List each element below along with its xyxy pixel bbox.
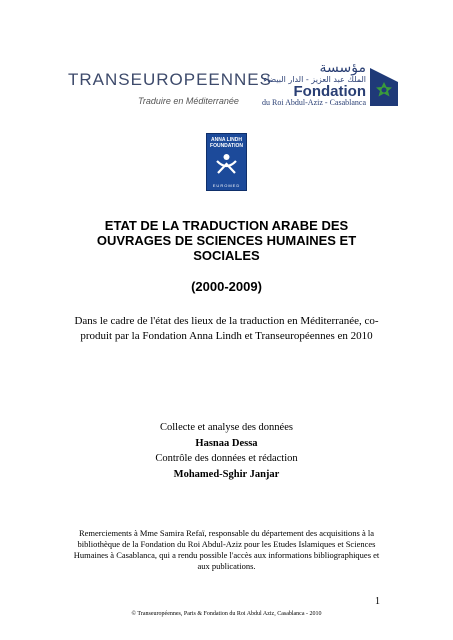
document-years: (2000-2009) — [191, 279, 262, 294]
fondation-subtitle: du Roi Abdul-Aziz - Casablanca — [262, 98, 366, 107]
credit-name-1: Hasnaa Dessa — [195, 437, 258, 449]
credit-role-1: Collecte et analyse des données — [160, 422, 293, 433]
title-line-1: ETAT DE LA TRADUCTION ARABE DES — [104, 218, 349, 233]
fondation-name: Fondation — [293, 83, 366, 100]
page-number: 1 — [375, 596, 380, 607]
credit-name-2: Mohamed-Sghir Janjar — [173, 468, 280, 480]
fondation-arabic-name: مؤسسة — [319, 60, 366, 76]
anna-lindh-title-line1: ANNA LINDH — [211, 137, 242, 143]
document-title — [0, 218, 453, 263]
anna-lindh-footer: EUROMED — [212, 183, 241, 188]
title-line-3: SOCIALES — [193, 248, 260, 263]
transeuropeennes-logo — [68, 70, 272, 120]
anna-lindh-title-line2: FOUNDATION — [210, 143, 243, 149]
acknowledgements: Remerciements à Mme Samira Refaï, responsable du département des acquisitions à la bibliothèque de la Fondation du Roi Abdul-Aziz pour les Etudes Islamiques et Sciences Humaines à Casablanca, qui a rendu possible l'accès aux informations bibliographiques et aux publications. — [73, 528, 380, 571]
anna-lindh-logo — [206, 133, 247, 191]
title-line-2: OUVRAGES DE SCIENCES HUMAINES ET — [96, 233, 357, 248]
copyright-footer: © Transeuropéennes, Paris & Fondation du Roi Abdul Aziz, Casablanca - 2010 — [131, 611, 322, 617]
transeuropeennes-tagline: Traduire en Méditerranée — [138, 96, 239, 106]
credits-block — [0, 420, 453, 482]
fondation-arabic-subtitle: الملك عبد العزيز - الدار البيضاء — [263, 75, 366, 84]
fondation-logo — [248, 60, 398, 108]
fondation-emblem-icon — [370, 68, 398, 106]
credit-role-2: Contrôle des données et rédaction — [155, 453, 298, 464]
anna-lindh-emblem-icon — [214, 151, 239, 176]
transeuropeennes-wordmark: TRANSEUROPEENNES — [68, 70, 272, 89]
intro-paragraph: Dans le cadre de l'état des lieux de la traduction en Méditerranée, co-produit par la Fondation Anna Lindh et Transeuropéennes en 2010 — [74, 315, 379, 342]
